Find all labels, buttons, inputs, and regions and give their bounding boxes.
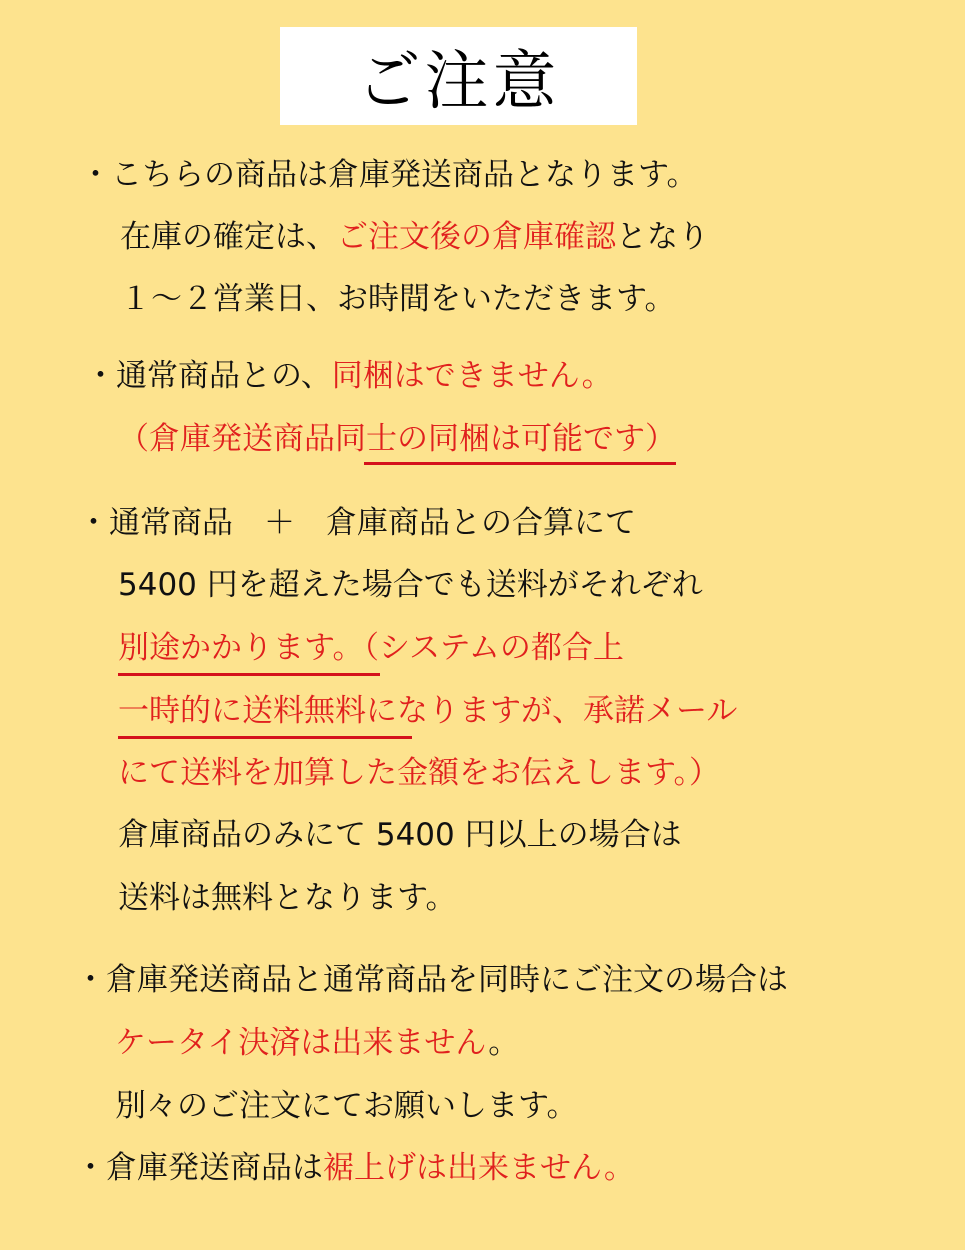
notice-line bbox=[75, 960, 788, 1000]
text: 。 bbox=[488, 1025, 520, 1061]
notice-line bbox=[75, 1148, 635, 1188]
notice-line bbox=[118, 691, 737, 731]
text: 別々のご注文にてお願いします。 bbox=[115, 1088, 578, 1124]
emphasis-text: になりますが、承諾メール bbox=[366, 693, 738, 729]
text: 倉庫商品のみにて 5400 円以上の場合は bbox=[118, 817, 682, 853]
notice-line bbox=[115, 1023, 519, 1063]
text: ・倉庫発送商品は bbox=[75, 1150, 323, 1186]
text: となり bbox=[616, 219, 709, 255]
emphasis-text: （システムの都合上 bbox=[363, 630, 624, 666]
emphasis-text: 裾上げは出来ません。 bbox=[323, 1150, 635, 1186]
text: ・通常商品 ＋ 倉庫商品との合算にて bbox=[78, 505, 636, 541]
notice-line bbox=[118, 878, 457, 918]
text: 送料は無料となります。 bbox=[118, 880, 457, 916]
emphasis-text: 同士の同梱は可能 bbox=[335, 421, 583, 457]
notice-line bbox=[118, 565, 703, 605]
emphasis-text: にて送料を加算した金額をお伝えします。） bbox=[118, 755, 721, 791]
notice-line bbox=[118, 753, 720, 793]
notice-line bbox=[118, 815, 682, 855]
underline bbox=[364, 462, 676, 465]
notice-line bbox=[120, 217, 709, 257]
text: １～２営業日、お時間をいただきます。 bbox=[120, 281, 676, 317]
notice-line bbox=[78, 503, 636, 543]
underline bbox=[118, 736, 412, 739]
title-box bbox=[280, 27, 637, 125]
emphasis-text: 一時的に送料無料 bbox=[118, 693, 366, 729]
notice-line bbox=[85, 356, 613, 396]
text: ・倉庫発送商品と通常商品を同時にご注文の場合は bbox=[75, 962, 788, 998]
emphasis-text: 同梱はできません。 bbox=[331, 358, 613, 394]
emphasis-text: です） bbox=[583, 421, 676, 457]
notice-line bbox=[120, 279, 676, 319]
text: 5400 円を超えた場合でも送料がそれぞれ bbox=[118, 567, 703, 603]
notice-line bbox=[80, 155, 698, 195]
emphasis-text: 別途かかります。 bbox=[118, 630, 364, 666]
text: 在庫の確定は、 bbox=[120, 219, 337, 255]
emphasis-text: ご注文後の倉庫確認 bbox=[337, 219, 616, 255]
text: ・こちらの商品は倉庫発送商品となります。 bbox=[80, 157, 698, 193]
text: ・通常商品との、 bbox=[85, 358, 332, 394]
notice-line bbox=[115, 1086, 578, 1126]
notice-line bbox=[118, 628, 624, 668]
notice-line bbox=[118, 419, 676, 459]
page-title: ご注意 bbox=[356, 45, 561, 119]
underline bbox=[118, 673, 380, 676]
emphasis-text: ケータイ決済は出来ません bbox=[115, 1025, 489, 1061]
emphasis-text: （倉庫発送商品 bbox=[118, 421, 335, 457]
